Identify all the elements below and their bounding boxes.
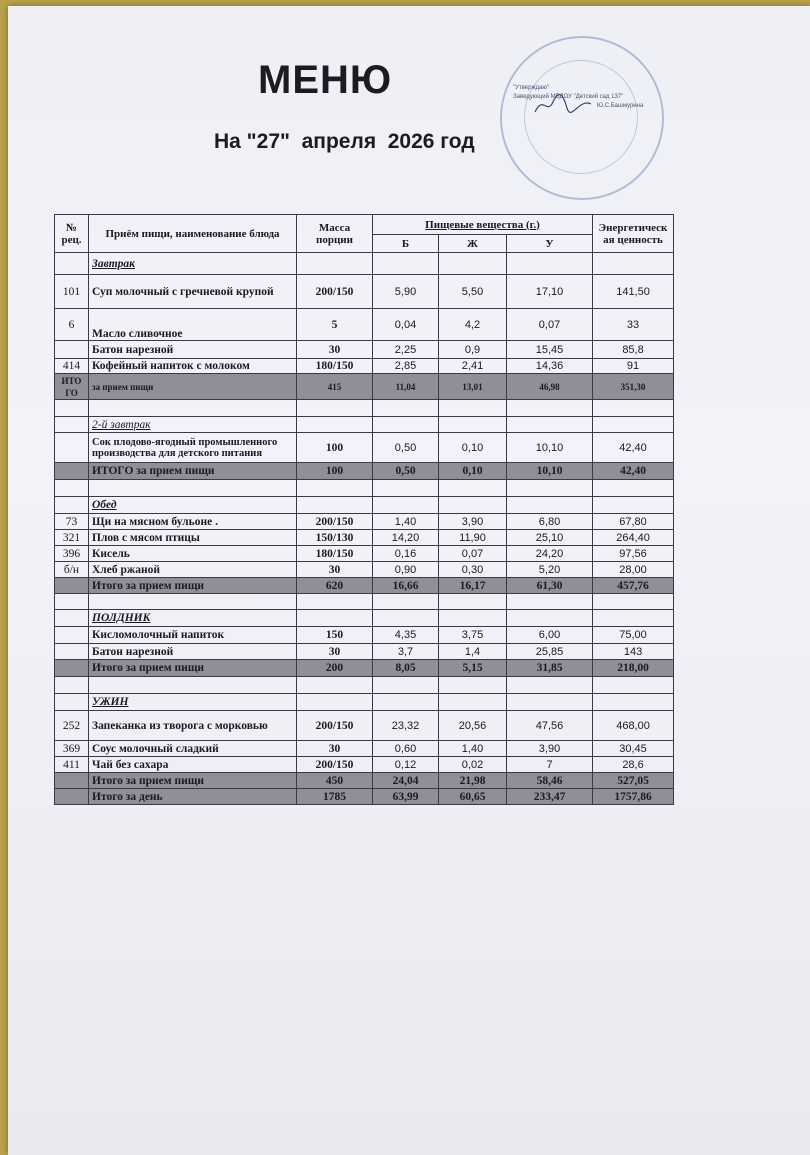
table-cell: ИТО ГО	[55, 374, 89, 400]
table-cell: 0,50	[373, 463, 439, 480]
table-cell: 180/150	[297, 359, 373, 374]
empty-cell	[373, 480, 439, 497]
table-cell: 7	[507, 757, 593, 773]
table-cell: 16,66	[373, 578, 439, 594]
empty-cell	[55, 594, 89, 610]
empty-cell	[439, 610, 507, 627]
table-cell: 8,05	[373, 660, 439, 677]
table-cell: 351,30	[593, 374, 674, 400]
empty-cell	[55, 578, 89, 594]
empty-cell	[593, 253, 674, 275]
table-cell: 5,15	[439, 660, 507, 677]
table-cell: Сок плодово-ягодный промышленного производства для детского питания	[89, 433, 297, 463]
table-cell: 6	[55, 309, 89, 341]
section-row-lunch	[55, 497, 674, 514]
table-cell: 6,80	[507, 514, 593, 530]
table-cell: 60,65	[439, 789, 507, 805]
table-row	[55, 514, 674, 530]
table-row	[55, 546, 674, 562]
table-cell: 200/150	[297, 757, 373, 773]
table-cell: 369	[55, 741, 89, 757]
empty-cell	[297, 594, 373, 610]
table-cell: 1,40	[439, 741, 507, 757]
table-cell: 17,10	[507, 275, 593, 309]
empty-cell	[297, 400, 373, 417]
table-cell: 321	[55, 530, 89, 546]
col-header-zh: Ж	[439, 235, 507, 253]
table-cell: Итого за прием пищи	[89, 773, 297, 789]
menu-date: На "27" апреля 2026 год	[214, 130, 475, 153]
empty-cell	[507, 677, 593, 694]
empty-cell	[373, 594, 439, 610]
table-cell: 15,45	[507, 341, 593, 359]
table-cell: Итого за день	[89, 789, 297, 805]
table-cell: 11,90	[439, 530, 507, 546]
table-cell: 0,10	[439, 463, 507, 480]
empty-cell	[373, 497, 439, 514]
table-cell: 200/150	[297, 275, 373, 309]
table-row	[55, 341, 674, 359]
empty-cell	[593, 497, 674, 514]
table-cell: Батон нарезной	[89, 341, 297, 359]
table-cell: за прием пищи	[89, 374, 297, 400]
table-cell: 23,32	[373, 711, 439, 741]
table-cell: 2,41	[439, 359, 507, 374]
table-cell: Масло сливочное	[89, 309, 297, 341]
approval-block	[513, 84, 713, 111]
col-header-name: Приём пищи, наименование блюда	[89, 215, 297, 253]
table-cell: 414	[55, 359, 89, 374]
table-cell: 10,10	[507, 463, 593, 480]
table-cell: 0,50	[373, 433, 439, 463]
table-cell: 5	[297, 309, 373, 341]
total-row-breakfast2	[55, 463, 674, 480]
paper-sheet	[8, 6, 810, 1155]
table-cell: Суп молочный с гречневой крупой	[89, 275, 297, 309]
empty-cell	[373, 400, 439, 417]
table-cell: 73	[55, 514, 89, 530]
table-cell: 0,12	[373, 757, 439, 773]
empty-cell	[439, 497, 507, 514]
empty-cell	[439, 417, 507, 433]
empty-row	[55, 480, 674, 497]
table-row	[55, 562, 674, 578]
table-cell: 5,90	[373, 275, 439, 309]
empty-row	[55, 594, 674, 610]
table-row	[55, 359, 674, 374]
empty-cell	[55, 694, 89, 711]
empty-cell	[297, 253, 373, 275]
table-cell: 14,20	[373, 530, 439, 546]
empty-row	[55, 400, 674, 417]
table-cell: 1757,86	[593, 789, 674, 805]
table-cell: Плов с мясом птицы	[89, 530, 297, 546]
empty-cell	[507, 594, 593, 610]
empty-cell	[297, 677, 373, 694]
table-cell: 100	[297, 433, 373, 463]
col-header-num: № рец.	[55, 215, 89, 253]
table-cell: 28,6	[593, 757, 674, 773]
table-cell: Итого за прием пищи	[89, 578, 297, 594]
table-cell: 0,07	[507, 309, 593, 341]
empty-cell	[55, 400, 89, 417]
empty-cell	[89, 677, 297, 694]
table-cell: 1,4	[439, 644, 507, 660]
approval-line3: Ю.С.Башмурина	[597, 103, 644, 109]
table-cell: 457,76	[593, 578, 674, 594]
table-row	[55, 433, 674, 463]
table-cell: 3,7	[373, 644, 439, 660]
section-row-breakfast2	[55, 417, 674, 433]
empty-cell	[593, 417, 674, 433]
table-cell: 415	[297, 374, 373, 400]
table-cell: 0,16	[373, 546, 439, 562]
table-cell: Щи на мясном бульоне .	[89, 514, 297, 530]
table-cell: 0,90	[373, 562, 439, 578]
table-cell: 10,10	[507, 433, 593, 463]
empty-cell	[373, 694, 439, 711]
table-cell: 150/130	[297, 530, 373, 546]
table-cell: 4,35	[373, 627, 439, 644]
col-header-mass: Масса порции	[297, 215, 373, 253]
empty-cell	[297, 480, 373, 497]
total-row-day	[55, 789, 674, 805]
section-row-breakfast	[55, 253, 674, 275]
empty-row	[55, 677, 674, 694]
table-cell: Кофейный напиток с молоком	[89, 359, 297, 374]
empty-cell	[439, 694, 507, 711]
table-cell: 411	[55, 757, 89, 773]
table-row	[55, 711, 674, 741]
table-cell: 150	[297, 627, 373, 644]
empty-cell	[593, 610, 674, 627]
table-cell: 97,56	[593, 546, 674, 562]
empty-cell	[507, 400, 593, 417]
table-cell: 468,00	[593, 711, 674, 741]
table-cell	[55, 627, 89, 644]
empty-cell	[593, 400, 674, 417]
table-cell: 180/150	[297, 546, 373, 562]
table-cell: Хлеб ржаной	[89, 562, 297, 578]
table-cell	[55, 433, 89, 463]
empty-cell	[373, 417, 439, 433]
table-cell: Запеканка из творога с морковью	[89, 711, 297, 741]
table-cell: 13,01	[439, 374, 507, 400]
table-row	[55, 627, 674, 644]
table-cell: 141,50	[593, 275, 674, 309]
table-cell: 46,98	[507, 374, 593, 400]
total-row-lunch	[55, 578, 674, 594]
table-cell: 67,80	[593, 514, 674, 530]
table-cell: 4,2	[439, 309, 507, 341]
empty-cell	[507, 694, 593, 711]
empty-cell	[55, 480, 89, 497]
table-cell: 85,8	[593, 341, 674, 359]
menu-table	[54, 214, 674, 805]
table-cell: 33	[593, 309, 674, 341]
empty-cell	[55, 497, 89, 514]
table-row	[55, 757, 674, 773]
table-cell: 6,00	[507, 627, 593, 644]
empty-cell	[297, 694, 373, 711]
empty-cell	[55, 417, 89, 433]
empty-cell	[373, 253, 439, 275]
table-cell: 1,40	[373, 514, 439, 530]
table-cell: 0,10	[439, 433, 507, 463]
table-row	[55, 275, 674, 309]
col-header-energy: Энергетическ ая ценность	[593, 215, 674, 253]
empty-cell	[507, 497, 593, 514]
table-row	[55, 644, 674, 660]
empty-cell	[593, 694, 674, 711]
table-cell: 1785	[297, 789, 373, 805]
table-cell: 620	[297, 578, 373, 594]
empty-cell	[593, 480, 674, 497]
empty-cell	[439, 677, 507, 694]
table-cell: 0,60	[373, 741, 439, 757]
table-cell: Итого за прием пищи	[89, 660, 297, 677]
table-cell: Батон нарезной	[89, 644, 297, 660]
table-cell: 91	[593, 359, 674, 374]
table-cell: 233,47	[507, 789, 593, 805]
table-cell: 47,56	[507, 711, 593, 741]
table-cell: 30	[297, 562, 373, 578]
table-cell	[55, 644, 89, 660]
empty-cell	[55, 253, 89, 275]
table-cell: 2,25	[373, 341, 439, 359]
table-cell: Соус молочный сладкий	[89, 741, 297, 757]
empty-cell	[55, 463, 89, 480]
table-cell: 0,04	[373, 309, 439, 341]
empty-cell	[55, 773, 89, 789]
table-cell: 5,20	[507, 562, 593, 578]
table-cell: 396	[55, 546, 89, 562]
table-cell: 0,30	[439, 562, 507, 578]
empty-cell	[297, 417, 373, 433]
col-header-nutrients: Пищевые вещества (г.)	[373, 215, 593, 235]
total-row-snack	[55, 660, 674, 677]
table-row	[55, 309, 674, 341]
empty-cell	[593, 677, 674, 694]
empty-cell	[507, 417, 593, 433]
section-row-snack	[55, 610, 674, 627]
signature-icon	[533, 90, 593, 120]
table-cell: 28,00	[593, 562, 674, 578]
table-cell: 61,30	[507, 578, 593, 594]
empty-cell	[55, 789, 89, 805]
empty-cell	[507, 480, 593, 497]
empty-cell	[593, 594, 674, 610]
table-cell: 63,99	[373, 789, 439, 805]
table-cell: 11,04	[373, 374, 439, 400]
table-cell: 16,17	[439, 578, 507, 594]
empty-cell	[89, 400, 297, 417]
table-cell: 30	[297, 741, 373, 757]
table-cell: 200	[297, 660, 373, 677]
table-cell: 30,45	[593, 741, 674, 757]
table-cell: 25,85	[507, 644, 593, 660]
col-header-b: Б	[373, 235, 439, 253]
table-cell: 252	[55, 711, 89, 741]
empty-cell	[55, 677, 89, 694]
table-cell: 14,36	[507, 359, 593, 374]
page-title: МЕНЮ	[258, 58, 393, 102]
table-cell: 2,85	[373, 359, 439, 374]
table-cell: Кисель	[89, 546, 297, 562]
approval-line1: "Утверждаю"	[513, 85, 549, 91]
empty-cell	[89, 480, 297, 497]
table-cell: 20,56	[439, 711, 507, 741]
empty-cell	[373, 677, 439, 694]
section-label: ПОЛДНИК	[89, 610, 297, 627]
table-cell: 100	[297, 463, 373, 480]
table-cell: 24,20	[507, 546, 593, 562]
approval-line2: Заведующий МБДОУ "Детский сад 137"	[513, 94, 624, 100]
empty-cell	[297, 610, 373, 627]
table-cell: 527,05	[593, 773, 674, 789]
empty-cell	[439, 594, 507, 610]
empty-cell	[55, 610, 89, 627]
table-cell: 200/150	[297, 514, 373, 530]
empty-cell	[55, 660, 89, 677]
table-cell: 30	[297, 644, 373, 660]
table-cell: 75,00	[593, 627, 674, 644]
section-label: УЖИН	[89, 694, 297, 711]
table-row	[55, 741, 674, 757]
table-cell: Чай без сахара	[89, 757, 297, 773]
empty-cell	[439, 253, 507, 275]
table-cell: 218,00	[593, 660, 674, 677]
table-cell: ИТОГО за прием пищи	[89, 463, 297, 480]
empty-cell	[89, 594, 297, 610]
table-cell: 42,40	[593, 433, 674, 463]
table-cell: 0,9	[439, 341, 507, 359]
table-cell: 21,98	[439, 773, 507, 789]
empty-cell	[507, 610, 593, 627]
empty-cell	[297, 497, 373, 514]
table-cell: 0,02	[439, 757, 507, 773]
table-cell: 200/150	[297, 711, 373, 741]
table-cell: 3,90	[439, 514, 507, 530]
empty-cell	[373, 610, 439, 627]
table-cell: 101	[55, 275, 89, 309]
table-cell: 42,40	[593, 463, 674, 480]
section-label: Обед	[89, 497, 297, 514]
table-cell: 5,50	[439, 275, 507, 309]
table-cell: 450	[297, 773, 373, 789]
table-cell: 58,46	[507, 773, 593, 789]
section-label: 2-й завтрак	[89, 417, 297, 433]
empty-cell	[439, 480, 507, 497]
section-row-dinner	[55, 694, 674, 711]
table-cell	[55, 341, 89, 359]
table-cell: 30	[297, 341, 373, 359]
header-row	[55, 215, 674, 235]
table-cell: 143	[593, 644, 674, 660]
col-header-u: У	[507, 235, 593, 253]
total-row-dinner	[55, 773, 674, 789]
table-cell: 25,10	[507, 530, 593, 546]
table-cell: 264,40	[593, 530, 674, 546]
empty-cell	[439, 400, 507, 417]
table-cell: 3,90	[507, 741, 593, 757]
table-cell: 31,85	[507, 660, 593, 677]
table-row	[55, 530, 674, 546]
table-cell: 3,75	[439, 627, 507, 644]
table-cell: 24,04	[373, 773, 439, 789]
table-cell: 0,07	[439, 546, 507, 562]
table-cell: Кисломолочный напиток	[89, 627, 297, 644]
empty-cell	[507, 253, 593, 275]
section-label: Завтрак	[89, 253, 297, 275]
total-row-breakfast	[55, 374, 674, 400]
table-cell: б/н	[55, 562, 89, 578]
